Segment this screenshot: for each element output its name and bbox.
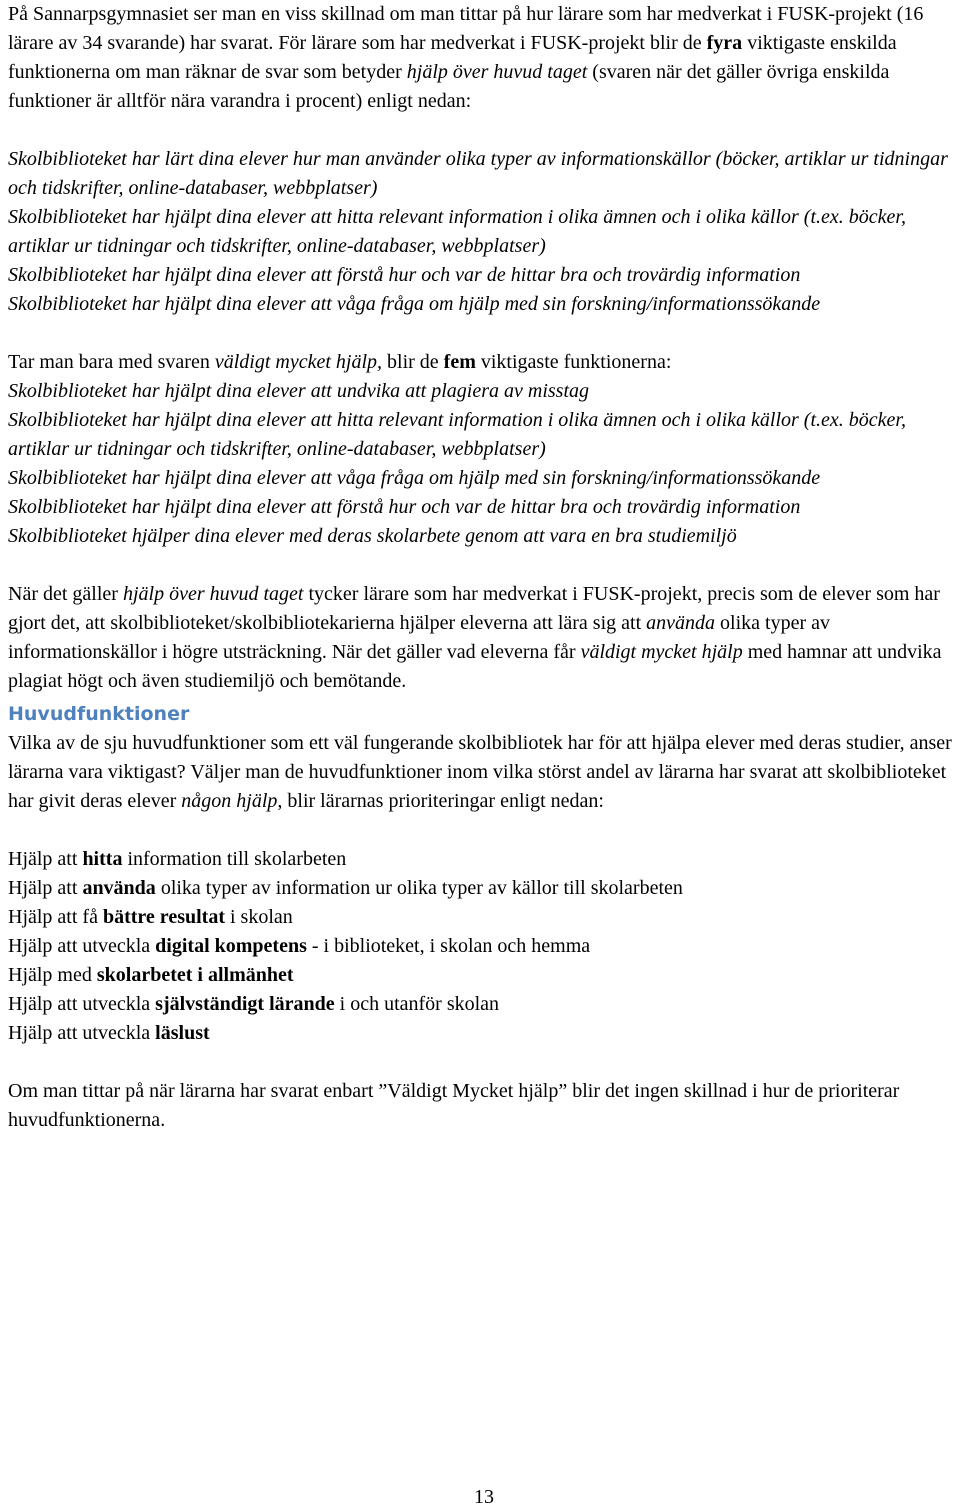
five-intro-bold-fem: fem: [443, 351, 476, 373]
main-functions-list: [8, 845, 956, 1048]
main-text-1: Vilka av de sju huvudfunktioner som ett väl fungerande skolbibliotek har för att hjälpa elever med deras studier, anser lärarna vara viktigast? Väljer man de huvudfunktioner inom vilka störst andel av lärarna har svarat att skolbiblioteket har givit deras elever: [8, 732, 952, 812]
list-item: Skolbiblioteket har lärt dina elever hur man använder olika typer av informationskällor (böcker, artiklar ur tidningar och tidskrifter, online-databaser, webbplatser): [8, 148, 948, 199]
list-item: Hjälp att använda olika typer av information ur olika typer av källor till skolarbeten: [8, 877, 683, 899]
five-intro-text-1: Tar man bara med svaren: [8, 351, 215, 373]
intro-paragraph: [8, 0, 956, 116]
fusk-text-3: olika typer av informationskällor i högre utsträckning. När det gäller vad eleverna får: [8, 612, 830, 663]
intro-text-3: (svaren när det gäller övriga enskilda funktioner är alltför nära varandra i procent) enligt nedan:: [8, 61, 890, 112]
list-item: Skolbiblioteket har hjälpt dina elever att förstå hur och var de hittar bra och trovärdig information: [8, 264, 801, 286]
list-item: Skolbiblioteket har hjälpt dina elever att våga fråga om hjälp med sin forskning/informationssökande: [8, 293, 821, 315]
list-item: Hjälp att hitta information till skolarbeten: [8, 848, 347, 870]
list-item: Skolbiblioteket hjälper dina elever med deras skolarbete genom att vara en bra studiemiljö: [8, 525, 737, 547]
five-functions-list: [8, 377, 956, 551]
section-heading: Huvudfunktioner: [8, 703, 190, 725]
fusk-italic-1: hjälp över huvud taget: [122, 583, 304, 605]
fusk-italic-2: använda: [646, 612, 716, 634]
document-page: [8, 0, 956, 1135]
list-item: Skolbiblioteket har hjälpt dina elever att hitta relevant information i olika ämnen och i olika källor (t.ex. böcker, artiklar ur tidningar och tidskrifter, online-databaser, webbplatser): [8, 409, 906, 460]
fusk-text-1: När det gäller: [8, 583, 123, 605]
intro-italic: hjälp över huvud taget: [406, 61, 588, 83]
list-item: Hjälp att utveckla självständigt lärande i och utanför skolan: [8, 993, 500, 1015]
page-number: 13: [474, 1486, 494, 1508]
list-item: Skolbiblioteket har hjälpt dina elever att undvika att plagiera av misstag: [8, 380, 590, 402]
list-item: Skolbiblioteket har hjälpt dina elever att hitta relevant information i olika ämnen och i olika källor (t.ex. böcker, artiklar ur tidningar och tidskrifter, online-databaser, webbplatser): [8, 206, 906, 257]
fusk-paragraph: [8, 580, 956, 696]
list-item: Hjälp att få bättre resultat i skolan: [8, 906, 293, 928]
five-intro-paragraph: [8, 348, 956, 377]
main-text-2: , blir lärarnas prioriteringar enligt nedan:: [277, 790, 604, 812]
five-intro-text-2: blir de: [382, 351, 444, 373]
intro-bold-fyra: fyra: [706, 32, 743, 54]
main-paragraph: [8, 729, 956, 816]
five-intro-text-3: viktigaste funktionerna:: [475, 351, 672, 373]
list-item: Hjälp att utveckla digital kompetens - i biblioteket, i skolan och hemma: [8, 935, 591, 957]
closing-paragraph: Om man tittar på när lärarna har svarat enbart ”Väldigt Mycket hjälp” blir det ingen skillnad i hur de prioriterar huvudfunktionerna.: [8, 1080, 900, 1131]
five-intro-italic: väldigt mycket hjälp,: [214, 351, 383, 373]
fusk-text-2: tycker lärare som har medverkat i FUSK-projekt, precis som de elever som har gjort det, att skolbiblioteket/skolbibliotekarierna hjälper eleverna att lära sig att: [8, 583, 940, 634]
list-item: Hjälp att utveckla läslust: [8, 1022, 210, 1044]
list-item: Skolbiblioteket har hjälpt dina elever att våga fråga om hjälp med sin forskning/informationssökande: [8, 467, 821, 489]
intro-text-2: viktigaste enskilda funktionerna om man räknar de svar som betyder: [8, 32, 897, 83]
list-item: Skolbiblioteket har hjälpt dina elever att förstå hur och var de hittar bra och trovärdig information: [8, 496, 801, 518]
fusk-italic-3: väldigt mycket hjälp: [580, 641, 743, 663]
four-functions-list: [8, 145, 956, 319]
list-item: Hjälp med skolarbetet i allmänhet: [8, 964, 294, 986]
main-italic: någon hjälp: [181, 790, 278, 812]
intro-text-1: På Sannarpsgymnasiet ser man en viss skillnad om man tittar på hur lärare som har medverkat i FUSK-projekt (16 lärare av 34 svarande) har svarat. För lärare som har medverkat i FUSK-projekt blir de: [8, 3, 924, 54]
fusk-text-4: med hamnar att undvika plagiat högt och även studiemiljö och bemötande.: [8, 641, 942, 692]
